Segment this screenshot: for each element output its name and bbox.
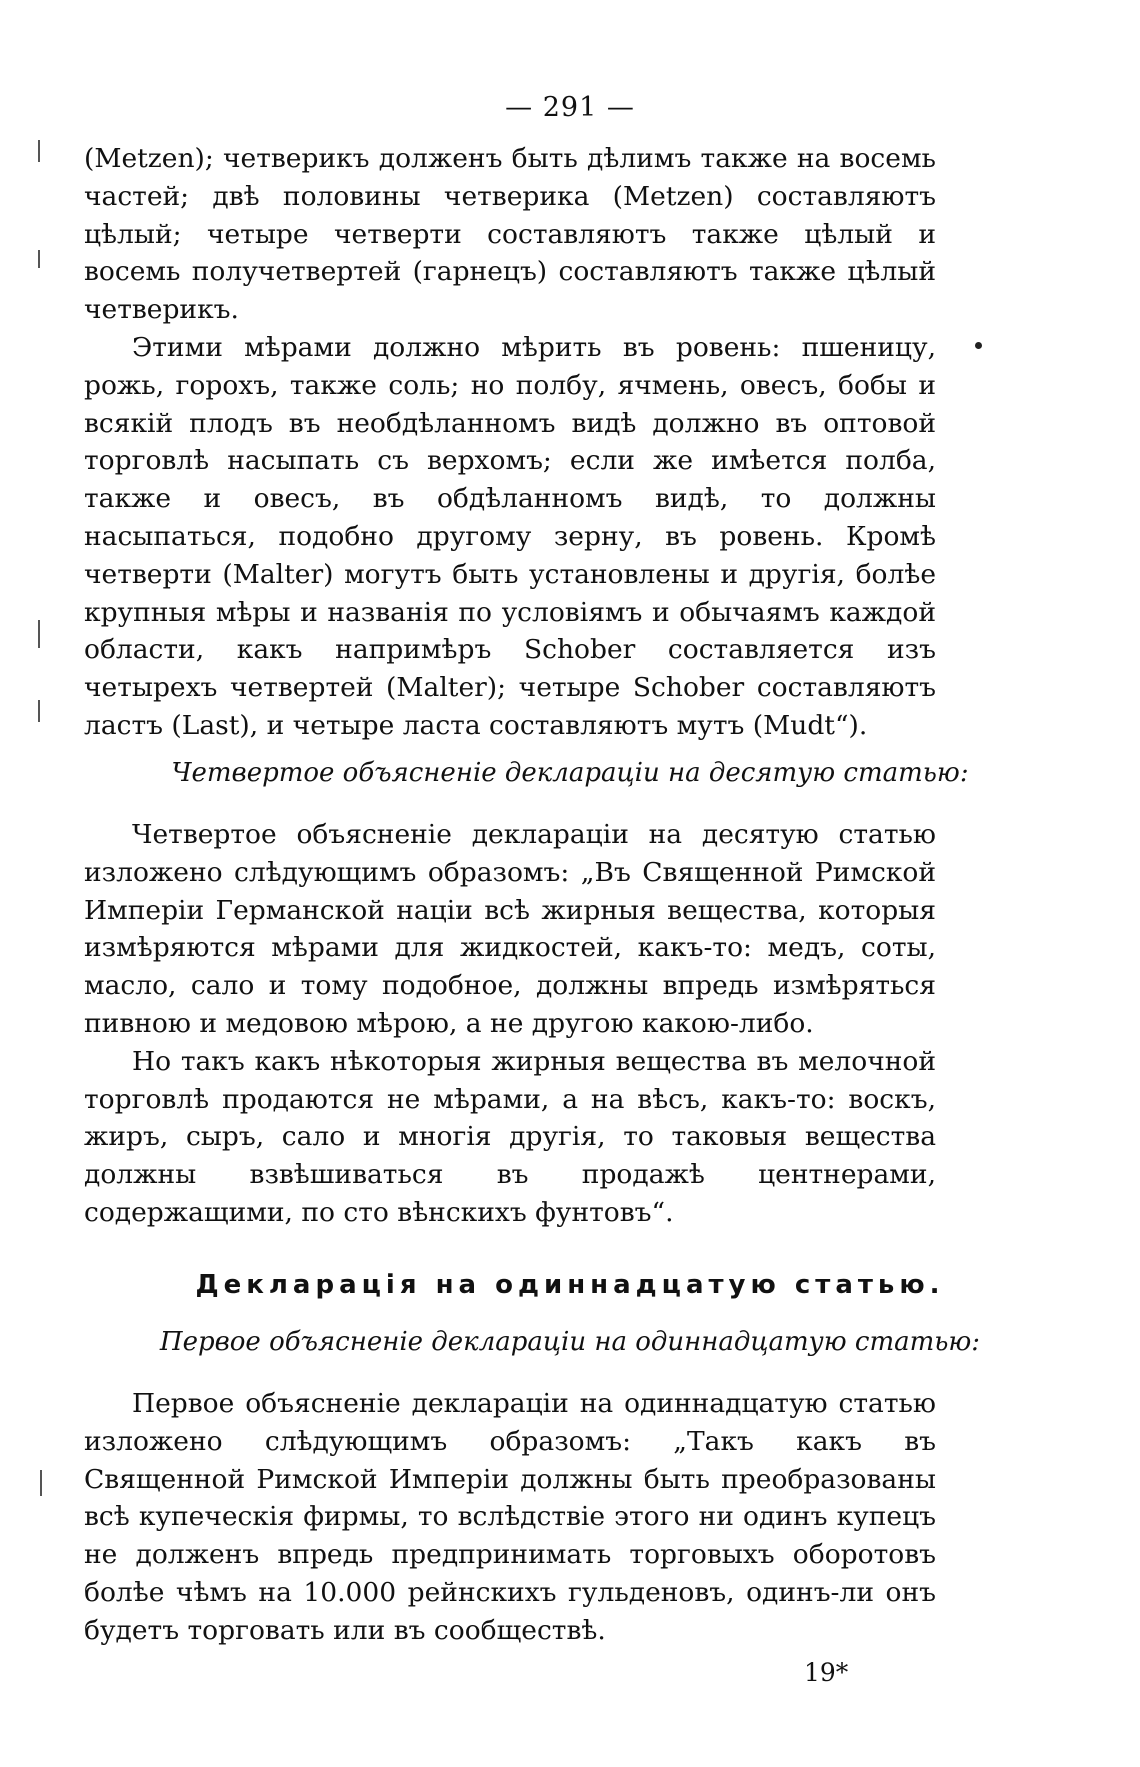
margin-scan-mark	[38, 620, 40, 648]
page-number: — 291 —	[505, 92, 635, 123]
margin-scan-mark	[38, 250, 40, 268]
margin-scan-mark	[40, 1470, 42, 1496]
paragraph-weights: Но такъ какъ нѣкоторыя жирныя вещества въ мелочной торговлѣ продаются не мѣрами, а на вѣсъ, какъ-то: воскъ, жиръ, сыръ, сало и многія другія, то таковыя вещества должны взвѣшиваться въ продажѣ центнерами, содержащими, по сто вѣнскихъ фунтовъ“.	[84, 1045, 936, 1228]
section-heading-eleventh-article: Декларація на одиннадцатую статью.	[195, 1270, 945, 1300]
paragraph-metzen: (Metzen); четверикъ долженъ быть дѣлимъ также на восемь частей; двѣ половины четверика (Metzen) составляютъ цѣлый; четыре четверти составляютъ также цѣлый и восемь получетвертей (гарнецъ) составляютъ также цѣлый четверикъ.	[84, 143, 936, 326]
subheading-first-explanation: Первое объясненіе деклараціи на одиннадцатую статью:	[159, 1327, 981, 1357]
text-block-metzen	[84, 140, 936, 745]
text-block-first-explanation	[84, 1385, 936, 1650]
paragraph-merchant-firms: Первое объясненіе декларацiи на одиннадцатую статью изложено слѣдующимъ образомъ: „Такъ какъ въ Священной Римской Имперіи должны быть преобразованы всѣ купеческія фирмы, то вслѣдствіе этого ни одинъ купецъ не долженъ впредь предпринимать торговыхъ оборотовъ болѣе чѣмъ на 10.000 рейнскихъ гульденовъ, одинъ-ли онъ будетъ торговать или въ сообществѣ.	[84, 1388, 936, 1646]
scan-dot-mark	[975, 342, 982, 349]
text-block-fourth-explanation	[84, 816, 936, 1232]
subheading-fourth-explanation: Четвертое объясненіе деклараціи на десятую статью:	[171, 758, 969, 788]
margin-scan-mark	[38, 140, 40, 162]
printer-signature-mark: 19*	[804, 1658, 849, 1687]
paragraph-liquid-measures: Четвертое объясненіе декларацiи на десятую статью изложено слѣдующимъ образомъ: „Въ Священной Римской Имперіи Германской націи всѣ жирныя вещества, которыя измѣряются мѣрами для жидкостей, какъ-то: медъ, соты, масло, сало и тому подобное, должны впредь измѣряться пивною и медовою мѣрою, а не другою какою-либо.	[84, 819, 936, 1039]
paragraph-measures: Этими мѣрами должно мѣрить въ ровень: пшеницу, рожь, горохъ, также соль; но полбу, ячмень, овесъ, бобы и всякій плодъ въ необдѣланномъ видѣ должно въ оптовой торговлѣ насыпать съ верхомъ; если же имѣется полба, также и овесъ, въ обдѣланномъ видѣ, то должны насыпаться, подобно другому зерну, въ ровень. Кромѣ четверти (Malter) могутъ быть установлены и другія, болѣе крупныя мѣры и названія по условіямъ и обычаямъ каждой области, какъ напримѣръ Schober составляется изъ четырехъ четвертей (Malter); четыре Schober составляютъ ластъ (Last), и четыре ласта составляютъ мутъ (Mudt“).	[84, 331, 936, 741]
margin-scan-mark	[38, 700, 40, 722]
